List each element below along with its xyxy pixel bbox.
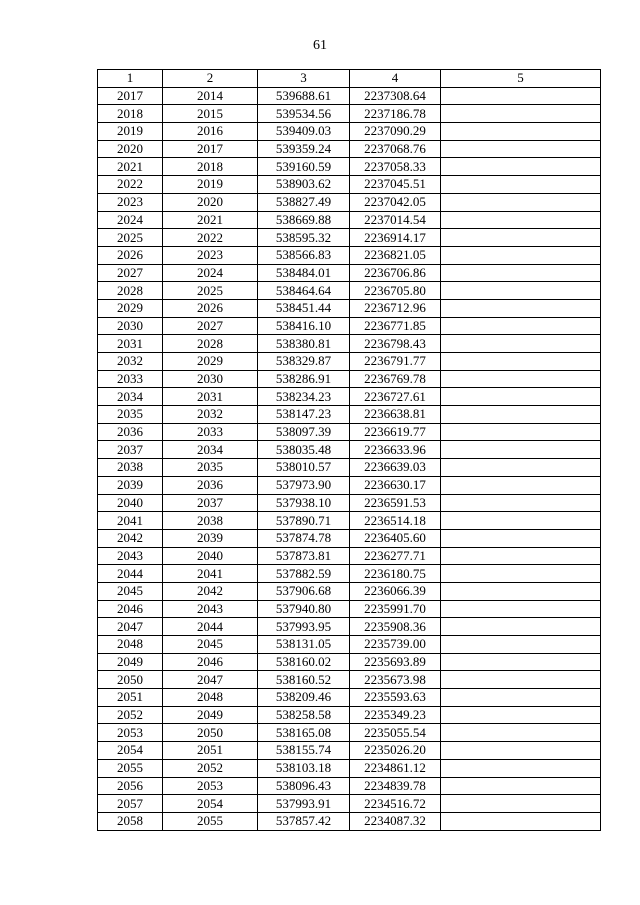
table-cell — [441, 759, 601, 777]
table-cell: 538010.57 — [258, 459, 350, 477]
table-cell: 538097.39 — [258, 423, 350, 441]
table-cell: 538155.74 — [258, 742, 350, 760]
table-cell: 2234516.72 — [350, 795, 441, 813]
table-cell — [441, 423, 601, 441]
table-cell: 2024 — [163, 264, 258, 282]
table-cell: 2020 — [98, 140, 163, 158]
table-row — [98, 158, 601, 176]
table-cell: 2052 — [98, 706, 163, 724]
table-cell: 538827.49 — [258, 193, 350, 211]
table-row — [98, 812, 601, 830]
header-row — [98, 70, 601, 88]
table-cell: 537890.71 — [258, 512, 350, 530]
table-cell — [441, 653, 601, 671]
table-cell — [441, 476, 601, 494]
table-cell: 2030 — [98, 317, 163, 335]
table-cell: 2054 — [163, 795, 258, 813]
table-cell — [441, 512, 601, 530]
table-cell — [441, 229, 601, 247]
table-cell: 2235026.20 — [350, 742, 441, 760]
table-cell: 2055 — [98, 759, 163, 777]
table-cell: 2042 — [98, 529, 163, 547]
table-cell: 2040 — [163, 547, 258, 565]
table-cell: 2022 — [98, 176, 163, 194]
table-cell: 537882.59 — [258, 565, 350, 583]
table-cell: 537857.42 — [258, 812, 350, 830]
table-row — [98, 724, 601, 742]
table-cell: 538380.81 — [258, 335, 350, 353]
table-cell: 2026 — [98, 246, 163, 264]
table-cell: 539534.56 — [258, 105, 350, 123]
table-cell: 537906.68 — [258, 582, 350, 600]
table-cell: 2236591.53 — [350, 494, 441, 512]
table-cell: 2023 — [163, 246, 258, 264]
table-cell: 538165.08 — [258, 724, 350, 742]
table-cell: 2021 — [98, 158, 163, 176]
table-cell: 538147.23 — [258, 406, 350, 424]
table-row — [98, 565, 601, 583]
table-cell: 2044 — [98, 565, 163, 583]
table-cell: 538035.48 — [258, 441, 350, 459]
table-cell: 2038 — [163, 512, 258, 530]
table-cell: 2028 — [163, 335, 258, 353]
table-cell: 2018 — [98, 105, 163, 123]
table-cell: 2015 — [163, 105, 258, 123]
table-cell: 2053 — [163, 777, 258, 795]
table-cell: 2235991.70 — [350, 600, 441, 618]
table-cell — [441, 494, 601, 512]
table-cell: 537993.91 — [258, 795, 350, 813]
table-cell: 2019 — [98, 123, 163, 141]
table-cell: 537938.10 — [258, 494, 350, 512]
table-cell: 2035 — [163, 459, 258, 477]
table-cell — [441, 600, 601, 618]
table-cell: 2236791.77 — [350, 353, 441, 371]
table-cell: 2047 — [98, 618, 163, 636]
table-row — [98, 353, 601, 371]
table-row — [98, 582, 601, 600]
table-cell — [441, 335, 601, 353]
table-cell: 538131.05 — [258, 636, 350, 654]
table-cell: 2235593.63 — [350, 689, 441, 707]
table-cell: 2034 — [163, 441, 258, 459]
table-cell: 2017 — [98, 87, 163, 105]
table-cell — [441, 724, 601, 742]
table-cell: 2047 — [163, 671, 258, 689]
table-cell: 2040 — [98, 494, 163, 512]
table-cell — [441, 211, 601, 229]
table-cell — [441, 618, 601, 636]
table-cell: 2052 — [163, 759, 258, 777]
table-cell: 2050 — [98, 671, 163, 689]
table-row — [98, 547, 601, 565]
table-cell: 538096.43 — [258, 777, 350, 795]
table-cell: 2235055.54 — [350, 724, 441, 742]
table-row — [98, 777, 601, 795]
table-cell — [441, 671, 601, 689]
table-cell: 2234839.78 — [350, 777, 441, 795]
table-cell: 2236633.96 — [350, 441, 441, 459]
table-row — [98, 246, 601, 264]
table-cell: 537874.78 — [258, 529, 350, 547]
table-cell: 2234087.32 — [350, 812, 441, 830]
table-cell: 538451.44 — [258, 299, 350, 317]
table-cell: 2014 — [163, 87, 258, 105]
table-cell: 2039 — [98, 476, 163, 494]
table-cell: 2236771.85 — [350, 317, 441, 335]
table-cell: 2044 — [163, 618, 258, 636]
table-cell: 2042 — [163, 582, 258, 600]
table-cell: 2032 — [163, 406, 258, 424]
table-cell: 2021 — [163, 211, 258, 229]
table-cell — [441, 299, 601, 317]
table-cell: 2036 — [98, 423, 163, 441]
table-cell: 2017 — [163, 140, 258, 158]
table-cell: 2236798.43 — [350, 335, 441, 353]
table-cell: 2033 — [163, 423, 258, 441]
table-cell: 2025 — [98, 229, 163, 247]
table-cell: 2237308.64 — [350, 87, 441, 105]
column-header: 4 — [350, 70, 441, 88]
table-cell — [441, 246, 601, 264]
table-cell: 2023 — [98, 193, 163, 211]
table-cell: 2046 — [98, 600, 163, 618]
table-cell: 538234.23 — [258, 388, 350, 406]
table-cell: 538484.01 — [258, 264, 350, 282]
table-cell — [441, 565, 601, 583]
table-cell: 2237042.05 — [350, 193, 441, 211]
table-row — [98, 529, 601, 547]
table-cell: 2237068.76 — [350, 140, 441, 158]
table-cell — [441, 87, 601, 105]
table-cell: 2236705.80 — [350, 282, 441, 300]
table-cell — [441, 388, 601, 406]
table-cell: 538160.02 — [258, 653, 350, 671]
table-cell: 2046 — [163, 653, 258, 671]
table-row — [98, 636, 601, 654]
table-row — [98, 211, 601, 229]
table-row — [98, 264, 601, 282]
table-cell — [441, 406, 601, 424]
table-row — [98, 193, 601, 211]
table-cell: 2051 — [163, 742, 258, 760]
table-cell: 2236066.39 — [350, 582, 441, 600]
table-cell — [441, 123, 601, 141]
table-cell: 2018 — [163, 158, 258, 176]
table-row — [98, 618, 601, 636]
table-cell: 2236514.18 — [350, 512, 441, 530]
table-cell: 2236277.71 — [350, 547, 441, 565]
table-cell: 2031 — [163, 388, 258, 406]
table-row — [98, 441, 601, 459]
table-cell: 2048 — [163, 689, 258, 707]
table-cell: 2055 — [163, 812, 258, 830]
table-cell: 2036 — [163, 476, 258, 494]
table-cell: 2022 — [163, 229, 258, 247]
table-cell: 2043 — [163, 600, 258, 618]
table-cell — [441, 193, 601, 211]
column-header: 1 — [98, 70, 163, 88]
table-cell: 2237186.78 — [350, 105, 441, 123]
table-cell: 538416.10 — [258, 317, 350, 335]
table-cell: 2049 — [98, 653, 163, 671]
table-cell: 2236727.61 — [350, 388, 441, 406]
table-cell — [441, 317, 601, 335]
table-cell: 539409.03 — [258, 123, 350, 141]
table-cell: 538286.91 — [258, 370, 350, 388]
table-row — [98, 494, 601, 512]
table-row — [98, 512, 601, 530]
table-cell: 537873.81 — [258, 547, 350, 565]
table-cell: 2043 — [98, 547, 163, 565]
table-cell — [441, 582, 601, 600]
table-cell: 2027 — [163, 317, 258, 335]
table-cell — [441, 777, 601, 795]
table-cell — [441, 529, 601, 547]
table-cell: 2020 — [163, 193, 258, 211]
table-row — [98, 689, 601, 707]
table-cell: 2039 — [163, 529, 258, 547]
table-row — [98, 600, 601, 618]
table-row — [98, 299, 601, 317]
table-cell — [441, 689, 601, 707]
table-cell: 2025 — [163, 282, 258, 300]
table-row — [98, 476, 601, 494]
table-cell: 2016 — [163, 123, 258, 141]
table-cell: 2056 — [98, 777, 163, 795]
table-cell: 2236619.77 — [350, 423, 441, 441]
table-cell — [441, 706, 601, 724]
table-cell — [441, 459, 601, 477]
table-cell: 2034 — [98, 388, 163, 406]
table-cell: 2037 — [163, 494, 258, 512]
table-cell: 2026 — [163, 299, 258, 317]
table-cell: 539160.59 — [258, 158, 350, 176]
table-row — [98, 335, 601, 353]
table-cell: 2033 — [98, 370, 163, 388]
table-cell: 2235739.00 — [350, 636, 441, 654]
table-cell: 2029 — [163, 353, 258, 371]
table-cell — [441, 264, 601, 282]
table-cell: 2028 — [98, 282, 163, 300]
table-row — [98, 706, 601, 724]
table-cell: 2234861.12 — [350, 759, 441, 777]
table-cell: 538566.83 — [258, 246, 350, 264]
table-cell: 538464.64 — [258, 282, 350, 300]
table-cell — [441, 158, 601, 176]
table-cell: 538595.32 — [258, 229, 350, 247]
table-cell: 538160.52 — [258, 671, 350, 689]
table-row — [98, 229, 601, 247]
table-cell: 2058 — [98, 812, 163, 830]
table-row — [98, 742, 601, 760]
table-cell: 2235673.98 — [350, 671, 441, 689]
table-row — [98, 759, 601, 777]
table-row — [98, 653, 601, 671]
table-row — [98, 423, 601, 441]
table-cell: 2236630.17 — [350, 476, 441, 494]
table-cell: 2038 — [98, 459, 163, 477]
table-cell: 2041 — [163, 565, 258, 583]
table-cell: 2035 — [98, 406, 163, 424]
table-row — [98, 123, 601, 141]
table-cell: 2051 — [98, 689, 163, 707]
column-header: 2 — [163, 70, 258, 88]
table-cell: 537993.95 — [258, 618, 350, 636]
table-cell: 2045 — [163, 636, 258, 654]
coordinates-table — [97, 69, 601, 831]
table-cell — [441, 105, 601, 123]
table-cell — [441, 370, 601, 388]
table-cell — [441, 441, 601, 459]
table-cell: 2031 — [98, 335, 163, 353]
table-cell: 2235908.36 — [350, 618, 441, 636]
table-cell: 2236712.96 — [350, 299, 441, 317]
table-cell — [441, 282, 601, 300]
table-cell: 2019 — [163, 176, 258, 194]
table-cell — [441, 742, 601, 760]
table-cell — [441, 547, 601, 565]
table-cell: 2236180.75 — [350, 565, 441, 583]
table-body — [98, 87, 601, 830]
table-cell — [441, 812, 601, 830]
table-cell: 2237045.51 — [350, 176, 441, 194]
table-row — [98, 140, 601, 158]
table-cell: 2237058.33 — [350, 158, 441, 176]
table-cell — [441, 636, 601, 654]
table-cell: 2236914.17 — [350, 229, 441, 247]
table-cell: 2053 — [98, 724, 163, 742]
table-cell: 2236638.81 — [350, 406, 441, 424]
table-cell: 538329.87 — [258, 353, 350, 371]
table-cell: 2024 — [98, 211, 163, 229]
table-cell: 2236639.03 — [350, 459, 441, 477]
table-cell: 2030 — [163, 370, 258, 388]
column-header: 5 — [441, 70, 601, 88]
table-cell: 2037 — [98, 441, 163, 459]
table-cell — [441, 353, 601, 371]
table-cell: 2236706.86 — [350, 264, 441, 282]
table-row — [98, 176, 601, 194]
page-number: 61 — [313, 38, 327, 53]
table-cell: 2054 — [98, 742, 163, 760]
table-cell: 539688.61 — [258, 87, 350, 105]
table-row — [98, 370, 601, 388]
table-cell: 2029 — [98, 299, 163, 317]
table-row — [98, 671, 601, 689]
table-cell — [441, 176, 601, 194]
table-cell: 2045 — [98, 582, 163, 600]
table-cell: 2050 — [163, 724, 258, 742]
table-row — [98, 406, 601, 424]
table-row — [98, 282, 601, 300]
table-cell: 2048 — [98, 636, 163, 654]
table-cell: 2236405.60 — [350, 529, 441, 547]
table-cell: 2235693.89 — [350, 653, 441, 671]
table-row — [98, 459, 601, 477]
table-cell — [441, 795, 601, 813]
table-row — [98, 317, 601, 335]
table-cell: 2236821.05 — [350, 246, 441, 264]
table-cell: 2032 — [98, 353, 163, 371]
table-cell: 537940.80 — [258, 600, 350, 618]
table-cell: 539359.24 — [258, 140, 350, 158]
table-row — [98, 795, 601, 813]
table-cell: 2237090.29 — [350, 123, 441, 141]
table-cell: 2041 — [98, 512, 163, 530]
table-row — [98, 388, 601, 406]
table-cell: 2237014.54 — [350, 211, 441, 229]
table-cell: 537973.90 — [258, 476, 350, 494]
table-cell: 2027 — [98, 264, 163, 282]
table-cell: 2057 — [98, 795, 163, 813]
table-cell: 538669.88 — [258, 211, 350, 229]
table-row — [98, 105, 601, 123]
table-cell — [441, 140, 601, 158]
table-cell: 2049 — [163, 706, 258, 724]
table-cell: 2236769.78 — [350, 370, 441, 388]
column-header: 3 — [258, 70, 350, 88]
table-cell: 538209.46 — [258, 689, 350, 707]
table-cell: 538258.58 — [258, 706, 350, 724]
table-row — [98, 87, 601, 105]
table-cell: 2235349.23 — [350, 706, 441, 724]
table-cell: 538103.18 — [258, 759, 350, 777]
table-cell: 538903.62 — [258, 176, 350, 194]
